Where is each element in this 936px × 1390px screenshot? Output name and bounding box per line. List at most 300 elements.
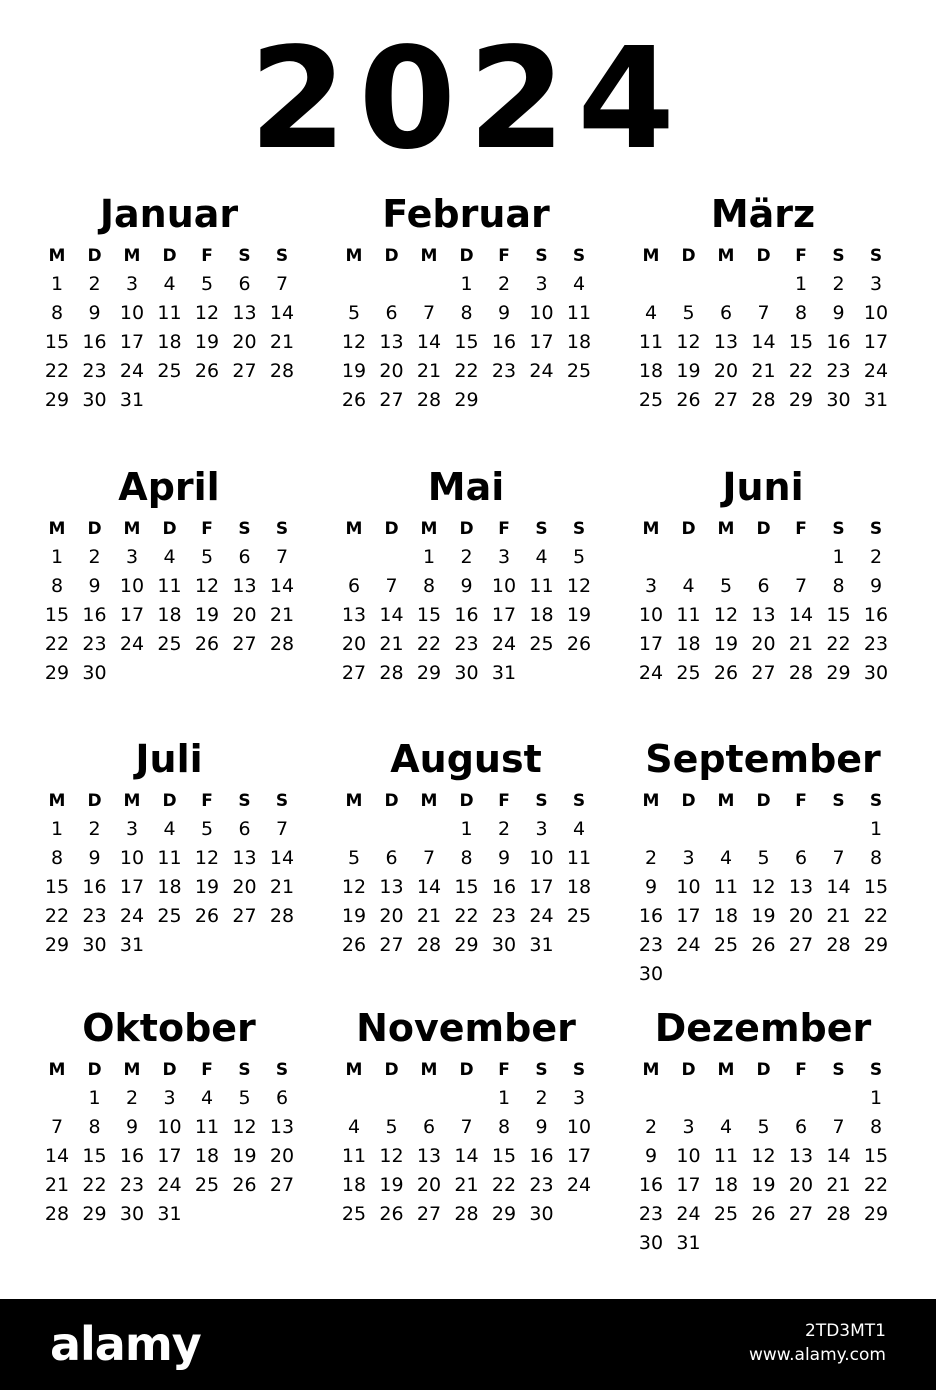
day-cell: 7: [422, 847, 436, 869]
day-cell: 30: [82, 934, 107, 956]
day-cell: 9: [88, 302, 101, 324]
image-code: 2TD3MT1: [805, 1321, 886, 1341]
day-cell: 11: [566, 847, 592, 869]
day-cell: 21: [751, 360, 776, 382]
day-cell: 10: [863, 302, 889, 324]
day-cell: 17: [863, 331, 889, 353]
day-cell: 26: [194, 360, 220, 382]
day-cell: 28: [826, 934, 851, 956]
day-cell: 16: [82, 331, 107, 353]
day-cell: 21: [826, 1174, 851, 1196]
day-cell: 16: [863, 604, 889, 626]
day-cell: 26: [194, 905, 220, 927]
day-cell: 28: [379, 662, 404, 684]
day-cell: 31: [863, 389, 889, 411]
month-9: [633, 737, 923, 997]
day-cell: 12: [194, 847, 220, 869]
weekday-header: M: [642, 246, 660, 266]
day-cell: 16: [454, 604, 479, 626]
day-cell: 18: [638, 360, 664, 382]
day-cell: 22: [454, 905, 479, 927]
day-cell: 19: [676, 360, 701, 382]
month-name: Oktober: [82, 1006, 256, 1050]
day-cell: 28: [416, 389, 442, 411]
day-cell: 7: [50, 1116, 64, 1138]
day-cell: 18: [194, 1145, 220, 1167]
weekday-header: M: [642, 519, 660, 539]
weekday-header: F: [795, 1060, 807, 1080]
day-cell: 19: [751, 1174, 776, 1196]
day-cell: 16: [491, 331, 517, 353]
day-cell: 31: [157, 1203, 182, 1225]
day-cell: 16: [529, 1145, 554, 1167]
day-cell: 6: [275, 1087, 289, 1109]
day-cell: 14: [416, 876, 442, 898]
weekday-header: M: [48, 519, 66, 539]
day-cell: 8: [460, 302, 473, 324]
day-cell: 4: [682, 575, 695, 597]
day-cell: 25: [157, 905, 182, 927]
day-cell: 26: [341, 934, 367, 956]
watermark-bar: [0, 1299, 936, 1390]
weekday-header: M: [345, 246, 363, 266]
weekday-header: F: [795, 791, 807, 811]
day-cell: 13: [788, 876, 814, 898]
day-cell: 27: [269, 1174, 295, 1196]
day-cell: 18: [341, 1174, 367, 1196]
day-cell: 17: [157, 1145, 182, 1167]
day-cell: 11: [529, 575, 554, 597]
day-cell: 1: [832, 546, 845, 568]
day-cell: 10: [676, 1145, 701, 1167]
day-cell: 13: [416, 1145, 442, 1167]
day-cell: 22: [44, 905, 70, 927]
weekday-header: S: [832, 519, 845, 539]
day-cell: 30: [638, 1232, 664, 1254]
day-cell: 6: [385, 847, 398, 869]
day-cell: 21: [454, 1174, 479, 1196]
day-cell: 11: [157, 302, 182, 324]
day-cell: 14: [269, 847, 295, 869]
day-cell: 25: [529, 633, 554, 655]
day-cell: 8: [497, 1116, 511, 1138]
day-cell: 8: [794, 302, 808, 324]
day-cell: 25: [638, 389, 664, 411]
weekday-header: M: [717, 791, 735, 811]
day-cell: 30: [638, 963, 664, 985]
day-cell: 24: [529, 905, 554, 927]
day-cell: 3: [682, 1116, 695, 1138]
weekday-header: S: [572, 1060, 586, 1080]
day-cell: 24: [863, 360, 889, 382]
day-cell: 21: [269, 876, 295, 898]
day-cell: 27: [713, 389, 739, 411]
day-cell: 4: [163, 818, 176, 840]
weekday-header: S: [832, 791, 845, 811]
day-cell: 29: [863, 1203, 889, 1225]
day-cell: 13: [269, 1116, 295, 1138]
weekday-header: M: [717, 1060, 735, 1080]
day-cell: 4: [719, 1116, 733, 1138]
day-cell: 5: [572, 546, 586, 568]
weekday-header: S: [869, 246, 883, 266]
day-cell: 27: [232, 905, 257, 927]
day-cell: 27: [379, 934, 404, 956]
day-cell: 17: [529, 331, 554, 353]
day-cell: 5: [238, 1087, 251, 1109]
day-cell: 3: [125, 273, 139, 295]
weekday-header: D: [681, 519, 696, 539]
day-cell: 23: [826, 360, 851, 382]
day-cell: 1: [50, 273, 64, 295]
day-cell: 8: [50, 302, 64, 324]
day-cell: 12: [194, 302, 220, 324]
day-cell: 24: [638, 662, 664, 684]
weekday-header: S: [535, 1060, 548, 1080]
weekday-header: D: [459, 1060, 474, 1080]
day-cell: 17: [119, 604, 145, 626]
day-cell: 5: [385, 1116, 398, 1138]
day-cell: 21: [416, 360, 442, 382]
month-name: Juni: [722, 465, 804, 509]
day-cell: 15: [44, 876, 70, 898]
day-cell: 26: [379, 1203, 404, 1225]
month-name: September: [645, 737, 881, 781]
day-cell: 13: [232, 847, 257, 869]
day-cell: 12: [713, 604, 739, 626]
day-cell: 5: [200, 818, 214, 840]
day-cell: 17: [566, 1145, 592, 1167]
day-cell: 24: [119, 905, 145, 927]
month-name: Januar: [99, 192, 239, 236]
weekday-header: D: [87, 519, 102, 539]
weekday-header: F: [201, 519, 213, 539]
day-cell: 22: [491, 1174, 517, 1196]
day-cell: 30: [82, 389, 107, 411]
day-cell: 12: [751, 876, 776, 898]
day-cell: 15: [44, 331, 70, 353]
day-cell: 29: [863, 934, 889, 956]
day-cell: 14: [751, 331, 776, 353]
day-cell: 25: [194, 1174, 220, 1196]
day-cell: 6: [422, 1116, 436, 1138]
day-cell: 24: [676, 934, 701, 956]
day-cell: 1: [88, 1087, 101, 1109]
day-cell: 30: [82, 662, 107, 684]
day-cell: 22: [416, 633, 442, 655]
day-cell: 3: [163, 1087, 176, 1109]
day-cell: 29: [44, 934, 70, 956]
day-cell: 2: [88, 818, 101, 840]
day-cell: 10: [119, 302, 145, 324]
day-cell: 2: [644, 1116, 658, 1138]
weekday-header: S: [535, 791, 548, 811]
day-cell: 23: [82, 633, 107, 655]
day-cell: 24: [676, 1203, 701, 1225]
day-cell: 1: [50, 818, 64, 840]
day-cell: 24: [529, 360, 554, 382]
month-6: [633, 465, 923, 725]
day-cell: 25: [341, 1203, 367, 1225]
day-cell: 4: [200, 1087, 214, 1109]
day-cell: 1: [50, 546, 64, 568]
day-cell: 30: [119, 1203, 145, 1225]
weekday-header: D: [87, 246, 102, 266]
day-cell: 14: [44, 1145, 70, 1167]
month-2: [336, 192, 626, 452]
month-name: Februar: [382, 192, 550, 236]
day-cell: 20: [751, 633, 776, 655]
day-cell: 16: [491, 876, 517, 898]
weekday-header: M: [420, 791, 438, 811]
day-cell: 2: [869, 546, 883, 568]
day-cell: 9: [832, 302, 845, 324]
day-cell: 18: [676, 633, 701, 655]
day-cell: 2: [497, 273, 511, 295]
weekday-header: F: [201, 791, 213, 811]
day-cell: 21: [788, 633, 814, 655]
day-cell: 8: [869, 847, 883, 869]
weekday-header: D: [459, 519, 474, 539]
weekday-header: D: [756, 1060, 771, 1080]
weekday-header: S: [238, 246, 251, 266]
day-cell: 7: [460, 1116, 473, 1138]
day-cell: 5: [200, 273, 214, 295]
day-cell: 18: [529, 604, 554, 626]
day-cell: 19: [341, 905, 367, 927]
day-cell: 7: [385, 575, 398, 597]
day-cell: 17: [119, 876, 145, 898]
weekday-header: D: [87, 1060, 102, 1080]
day-cell: 11: [157, 847, 182, 869]
day-cell: 31: [119, 934, 145, 956]
weekday-header: M: [345, 791, 363, 811]
day-cell: 21: [416, 905, 442, 927]
day-cell: 22: [863, 1174, 889, 1196]
day-cell: 14: [788, 604, 814, 626]
day-cell: 28: [826, 1203, 851, 1225]
day-cell: 14: [826, 1145, 851, 1167]
day-cell: 7: [832, 847, 845, 869]
day-cell: 13: [379, 876, 404, 898]
day-cell: 15: [44, 604, 70, 626]
day-cell: 16: [82, 604, 107, 626]
day-cell: 1: [869, 1087, 883, 1109]
day-cell: 26: [194, 633, 220, 655]
day-cell: 18: [157, 876, 182, 898]
day-cell: 8: [50, 847, 64, 869]
year-title: 2024: [249, 18, 687, 181]
site-url: www.alamy.com: [748, 1345, 886, 1365]
day-cell: 6: [385, 302, 398, 324]
day-cell: 15: [416, 604, 442, 626]
day-cell: 23: [119, 1174, 145, 1196]
weekday-header: D: [384, 519, 399, 539]
day-cell: 28: [788, 662, 814, 684]
day-cell: 10: [676, 876, 701, 898]
weekday-header: D: [756, 519, 771, 539]
day-cell: 30: [529, 1203, 554, 1225]
day-cell: 12: [232, 1116, 257, 1138]
day-cell: 12: [566, 575, 592, 597]
day-cell: 31: [119, 389, 145, 411]
day-cell: 22: [454, 360, 479, 382]
weekday-header: F: [498, 1060, 510, 1080]
day-cell: 1: [460, 818, 473, 840]
day-cell: 11: [676, 604, 701, 626]
weekday-header: M: [345, 519, 363, 539]
day-cell: 3: [869, 273, 883, 295]
day-cell: 3: [644, 575, 658, 597]
day-cell: 2: [535, 1087, 548, 1109]
day-cell: 14: [454, 1145, 479, 1167]
day-cell: 30: [863, 662, 889, 684]
month-7: [39, 737, 329, 997]
day-cell: 17: [529, 876, 554, 898]
weekday-header: M: [642, 791, 660, 811]
day-cell: 3: [535, 273, 548, 295]
day-cell: 24: [119, 360, 145, 382]
day-cell: 7: [275, 818, 289, 840]
day-cell: 10: [638, 604, 664, 626]
day-cell: 20: [232, 604, 257, 626]
day-cell: 29: [826, 662, 851, 684]
day-cell: 16: [826, 331, 851, 353]
day-cell: 2: [832, 273, 845, 295]
weekday-header: S: [869, 791, 883, 811]
day-cell: 10: [491, 575, 517, 597]
weekday-header: M: [717, 246, 735, 266]
weekday-header: S: [869, 1060, 883, 1080]
day-cell: 10: [529, 302, 554, 324]
day-cell: 1: [460, 273, 473, 295]
day-cell: 5: [200, 546, 214, 568]
day-cell: 20: [379, 905, 404, 927]
day-cell: 13: [232, 575, 257, 597]
day-cell: 8: [88, 1116, 101, 1138]
day-cell: 27: [751, 662, 776, 684]
day-cell: 23: [454, 633, 479, 655]
month-10: [39, 1006, 329, 1266]
day-cell: 20: [232, 331, 257, 353]
weekday-header: S: [275, 246, 289, 266]
day-cell: 9: [644, 1145, 658, 1167]
day-cell: 27: [232, 360, 257, 382]
day-cell: 5: [757, 1116, 770, 1138]
month-8: [336, 737, 626, 997]
day-cell: 14: [826, 876, 851, 898]
day-cell: 1: [497, 1087, 511, 1109]
day-cell: 9: [460, 575, 473, 597]
weekday-header: F: [498, 791, 510, 811]
weekday-header: M: [717, 519, 735, 539]
day-cell: 24: [119, 633, 145, 655]
weekday-header: S: [275, 519, 289, 539]
day-cell: 2: [644, 847, 658, 869]
weekday-header: D: [681, 246, 696, 266]
day-cell: 6: [794, 847, 808, 869]
day-cell: 25: [713, 934, 739, 956]
month-name: November: [356, 1006, 576, 1050]
weekday-header: F: [498, 519, 510, 539]
day-cell: 23: [82, 360, 107, 382]
day-cell: 13: [341, 604, 367, 626]
day-cell: 23: [491, 360, 517, 382]
day-cell: 3: [125, 546, 139, 568]
day-cell: 11: [157, 575, 182, 597]
day-cell: 13: [788, 1145, 814, 1167]
day-cell: 19: [713, 633, 739, 655]
weekday-header: M: [345, 1060, 363, 1080]
day-cell: 3: [535, 818, 548, 840]
weekday-header: M: [48, 246, 66, 266]
day-cell: 25: [566, 360, 592, 382]
day-cell: 7: [275, 546, 289, 568]
day-cell: 14: [269, 575, 295, 597]
day-cell: 26: [713, 662, 739, 684]
day-cell: 7: [794, 575, 808, 597]
day-cell: 3: [497, 546, 511, 568]
month-4: [39, 465, 329, 725]
day-cell: 17: [638, 633, 664, 655]
weekday-header: D: [384, 246, 399, 266]
day-cell: 6: [347, 575, 361, 597]
day-cell: 24: [491, 633, 517, 655]
day-cell: 19: [751, 905, 776, 927]
weekday-header: D: [459, 791, 474, 811]
day-cell: 1: [794, 273, 808, 295]
day-cell: 28: [454, 1203, 479, 1225]
day-cell: 27: [788, 1203, 814, 1225]
day-cell: 20: [341, 633, 367, 655]
day-cell: 26: [341, 389, 367, 411]
day-cell: 14: [269, 302, 295, 324]
day-cell: 23: [82, 905, 107, 927]
day-cell: 2: [460, 546, 473, 568]
day-cell: 28: [751, 389, 776, 411]
day-cell: 20: [788, 1174, 814, 1196]
weekday-header: S: [572, 791, 586, 811]
month-1: [39, 192, 329, 452]
month-name: April: [118, 465, 220, 509]
day-cell: 7: [832, 1116, 845, 1138]
weekday-header: D: [681, 1060, 696, 1080]
day-cell: 25: [676, 662, 701, 684]
day-cell: 23: [863, 633, 889, 655]
weekday-header: D: [162, 1060, 177, 1080]
weekday-header: S: [572, 519, 586, 539]
day-cell: 26: [751, 934, 776, 956]
day-cell: 30: [491, 934, 517, 956]
day-cell: 9: [644, 876, 658, 898]
weekday-header: S: [238, 791, 251, 811]
day-cell: 26: [232, 1174, 257, 1196]
weekday-header: D: [162, 246, 177, 266]
day-cell: 15: [788, 331, 814, 353]
day-cell: 16: [638, 905, 664, 927]
day-cell: 22: [82, 1174, 107, 1196]
day-cell: 6: [719, 302, 733, 324]
day-cell: 28: [269, 905, 295, 927]
day-cell: 24: [566, 1174, 592, 1196]
day-cell: 18: [157, 331, 182, 353]
day-cell: 13: [232, 302, 257, 324]
day-cell: 19: [194, 604, 220, 626]
day-cell: 17: [119, 331, 145, 353]
day-cell: 10: [529, 847, 554, 869]
day-cell: 26: [676, 389, 701, 411]
day-cell: 8: [832, 575, 845, 597]
